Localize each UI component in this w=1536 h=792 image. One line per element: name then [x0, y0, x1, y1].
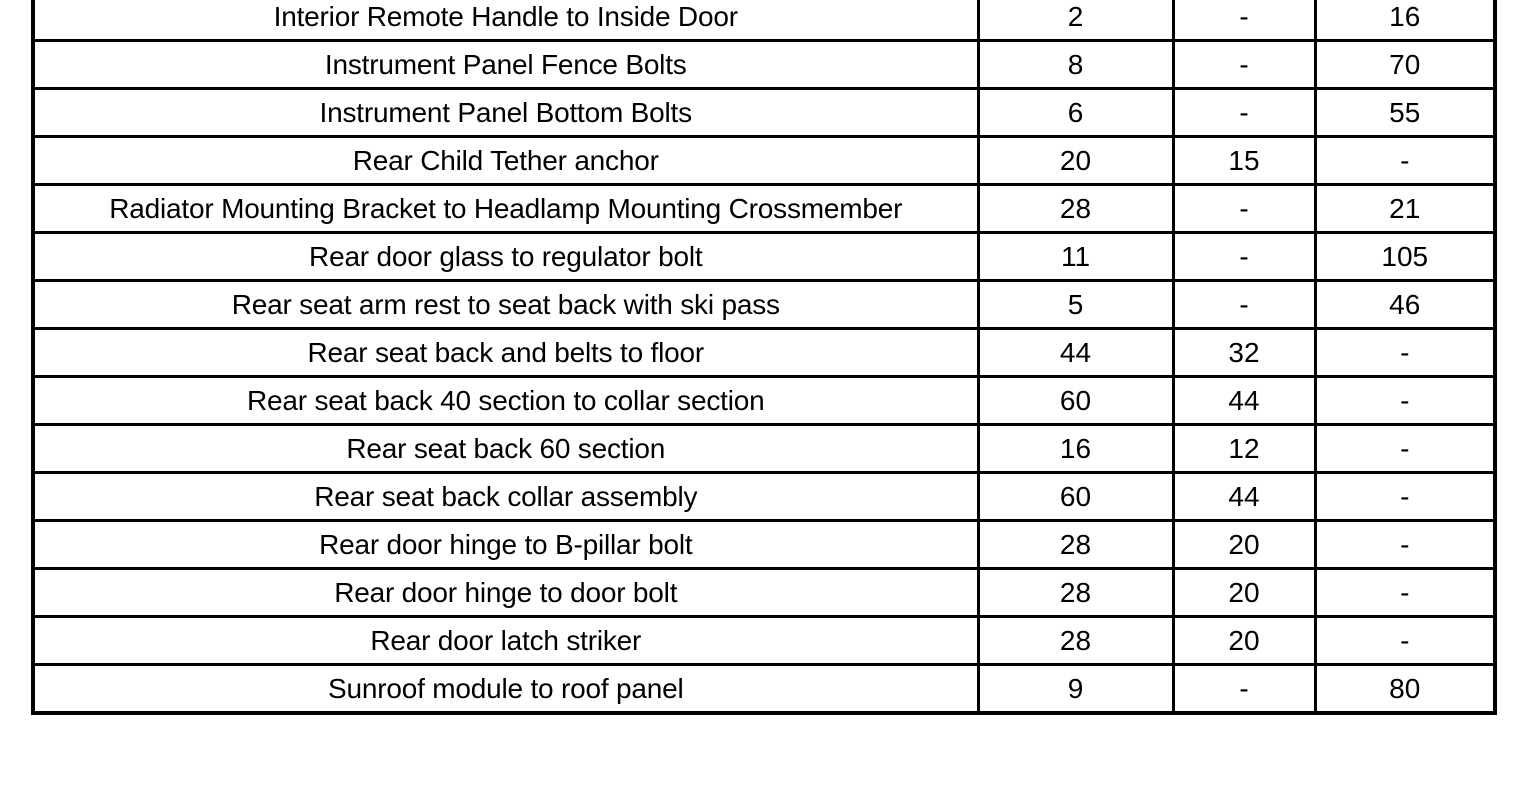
lb-in-cell: - [1315, 425, 1495, 473]
lb-ft-cell: - [1173, 281, 1315, 329]
application-cell: Rear seat back 40 section to collar section [33, 377, 978, 425]
table-row [33, 41, 1495, 89]
lb-ft-cell: - [1173, 41, 1315, 89]
nm-cell: 16 [978, 425, 1173, 473]
table-row [33, 0, 1495, 41]
lb-in-cell: 70 [1315, 41, 1495, 89]
application-cell: Sunroof module to roof panel [33, 665, 978, 714]
nm-cell: 44 [978, 329, 1173, 377]
application-cell: Rear door glass to regulator bolt [33, 233, 978, 281]
lb-in-cell: - [1315, 617, 1495, 665]
table-row [33, 89, 1495, 137]
lb-ft-cell: 12 [1173, 425, 1315, 473]
lb-in-cell: - [1315, 377, 1495, 425]
lb-ft-cell: 20 [1173, 617, 1315, 665]
table-row [33, 569, 1495, 617]
application-cell: Rear door hinge to door bolt [33, 569, 978, 617]
lb-ft-cell: - [1173, 665, 1315, 714]
nm-cell: 28 [978, 569, 1173, 617]
nm-cell: 28 [978, 617, 1173, 665]
lb-in-cell: 55 [1315, 89, 1495, 137]
table-row [33, 329, 1495, 377]
application-cell: Rear seat back collar assembly [33, 473, 978, 521]
nm-cell: 28 [978, 521, 1173, 569]
table-row [33, 281, 1495, 329]
lb-ft-cell: - [1173, 89, 1315, 137]
lb-in-cell: 16 [1315, 0, 1495, 41]
lb-ft-cell: - [1173, 0, 1315, 41]
nm-cell: 2 [978, 0, 1173, 41]
lb-ft-cell: - [1173, 185, 1315, 233]
table-row [33, 185, 1495, 233]
lb-ft-cell: - [1173, 233, 1315, 281]
application-cell: Rear seat back 60 section [33, 425, 978, 473]
lb-in-cell: - [1315, 137, 1495, 185]
lb-ft-cell: 20 [1173, 569, 1315, 617]
lb-ft-cell: 44 [1173, 377, 1315, 425]
application-cell: Rear door hinge to B-pillar bolt [33, 521, 978, 569]
lb-ft-cell: 15 [1173, 137, 1315, 185]
nm-cell: 6 [978, 89, 1173, 137]
table-row [33, 233, 1495, 281]
table-row [33, 137, 1495, 185]
lb-ft-cell: 44 [1173, 473, 1315, 521]
lb-in-cell: 21 [1315, 185, 1495, 233]
nm-cell: 5 [978, 281, 1173, 329]
lb-ft-cell: 20 [1173, 521, 1315, 569]
nm-cell: 20 [978, 137, 1173, 185]
nm-cell: 28 [978, 185, 1173, 233]
lb-in-cell: 46 [1315, 281, 1495, 329]
lb-in-cell: 105 [1315, 233, 1495, 281]
application-cell: Instrument Panel Fence Bolts [33, 41, 978, 89]
nm-cell: 11 [978, 233, 1173, 281]
lb-in-cell: - [1315, 329, 1495, 377]
lb-in-cell: 80 [1315, 665, 1495, 714]
table-row [33, 665, 1495, 714]
table-row [33, 425, 1495, 473]
application-cell: Rear seat back and belts to floor [33, 329, 978, 377]
lb-in-cell: - [1315, 473, 1495, 521]
application-cell: Radiator Mounting Bracket to Headlamp Mounting Crossmember [33, 185, 978, 233]
application-cell: Rear door latch striker [33, 617, 978, 665]
nm-cell: 9 [978, 665, 1173, 714]
application-cell: Rear Child Tether anchor [33, 137, 978, 185]
fastener-torque-table [31, 0, 1497, 715]
lb-in-cell: - [1315, 521, 1495, 569]
nm-cell: 60 [978, 377, 1173, 425]
application-cell: Instrument Panel Bottom Bolts [33, 89, 978, 137]
nm-cell: 60 [978, 473, 1173, 521]
lb-ft-cell: 32 [1173, 329, 1315, 377]
table-row [33, 377, 1495, 425]
table-row [33, 617, 1495, 665]
table-row [33, 473, 1495, 521]
application-cell: Interior Remote Handle to Inside Door [33, 0, 978, 41]
nm-cell: 8 [978, 41, 1173, 89]
table-row [33, 521, 1495, 569]
lb-in-cell: - [1315, 569, 1495, 617]
application-cell: Rear seat arm rest to seat back with ski pass [33, 281, 978, 329]
